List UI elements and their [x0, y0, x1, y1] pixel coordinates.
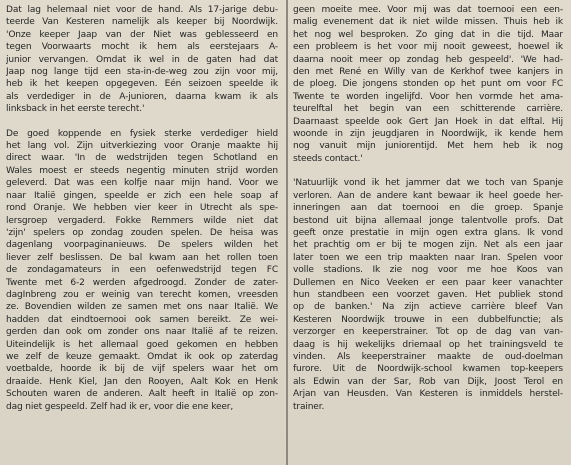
left-text-column	[6, 4, 278, 413]
text-line: voetbalde, hoorde ik bij de vijf spelers waar het om	[6, 364, 278, 375]
text-line: het prachtig om er bij te mogen zijn. Net als een jaar	[293, 240, 563, 251]
text-line: geeft onze prestatie in mijn ogen extra glans. Ik vond	[293, 227, 563, 238]
text-line: het lang vol. Zijn uitverkiezing voor Oranje maakte hij	[6, 141, 278, 152]
text-line: daag is hij wekelijks driemaal op het trainingsveld te	[293, 339, 563, 350]
text-line: gerden dan ook om zonder ons naar Italië af te reizen.	[6, 327, 278, 338]
text-line: teurelftal het begin van een schitterende carrière.	[293, 104, 563, 115]
text-line: de zondagamateurs in een oefenwedstrijd tegen FC	[6, 265, 278, 276]
text-line: naar Italië gingen, speelde er zich een hele soap af	[6, 190, 278, 201]
text-line: rond Oranje. We hebben vier keer in Utrecht als spe-	[6, 203, 278, 214]
text-line: draaide. Henk Kiel, Jan den Rooyen, Aalt Kok en Henk	[6, 376, 278, 387]
text-line: hun standbeen een voorzet gaven. Het publiek stond	[293, 289, 563, 300]
text-line: 'Onze keeper Jaap van der Niet was geblesseerd en	[6, 29, 278, 40]
text-line: dagInbreng zou er weinig van terecht komen, vreesden	[6, 289, 278, 300]
text-line: op de banken.' Na zijn actieve carrière bleef Van	[293, 302, 563, 313]
paragraph	[6, 4, 278, 116]
text-line: teerde Van Kesteren namelijk als keeper bij Noordwijk.	[6, 17, 278, 28]
text-line: geen moeite mee. Voor mij was dat toernooi een een-	[293, 5, 563, 15]
text-line: Twente met 6-2 werden afgedroogd. Zonder de zater-	[6, 277, 278, 288]
text-line: de ploeg. Die jongens stonden op het punt om voor FC	[293, 79, 563, 90]
text-line: lersgroep vergaderd. Fokke Remmers wilde niet dat	[6, 215, 278, 226]
text-line: Arjan van Heusden. Van Kesteren is inmiddels herstel-	[293, 389, 563, 400]
text-line: het nog wel besproken. Zo ging dat in die tijd. Maar	[293, 29, 563, 40]
text-line: Daarnaast speelde ook Gert Jan Hoek in dat elftal. Hij	[293, 116, 563, 127]
text-line: De goed koppende en fysiek sterke verdediger hield	[6, 128, 278, 139]
paragraph	[293, 177, 563, 413]
text-line: later toen we een trip maakten naar Iran. Spelen voor	[293, 252, 563, 263]
text-line: verzorger en keeperstrainer. Tot op de dag van van-	[293, 327, 563, 338]
text-line: heb ik het keepen opgegeven. Eén seizoen speelde ik	[6, 79, 278, 90]
right-text-column	[293, 4, 563, 413]
text-line: bestond uit bijna allemaal jonge talentvolle profs. Dat	[293, 215, 563, 226]
text-line: Wales moest er steeds negentig minuten strijd worden	[6, 165, 278, 176]
paragraph	[293, 4, 563, 165]
text-line: een probleem is het voor mij nooit geweest, hoewel ik	[293, 42, 563, 53]
text-line: Kesteren Noordwijk trouwe in een dubbelfunctie; als	[293, 314, 563, 325]
text-line: den met René en Willy van de Kerkhof twee kanjers in	[293, 67, 563, 78]
text-line: Jaap nog lange tijd een sta-in-de-weg zou zijn voor mij,	[6, 67, 278, 78]
text-line: junior vervangen. Omdat ik wel in de gaten had dat	[6, 54, 278, 65]
text-line: daarna nooit meer op zondag heb gespeeld'. 'We had-	[293, 54, 563, 65]
text-line: geleverd. Dat was een kolfje naar mijn hand. Voor we	[6, 178, 278, 189]
text-line: 'zijn' spelers op zondag zouden spelen. De heisa was	[6, 227, 278, 238]
text-line: malig evenement dat ik niet wilde missen. Thuis heb ik	[293, 17, 563, 28]
text-line: Twente te worden ingelijfd. Voor hen vormde het ama-	[293, 91, 563, 102]
text-line: liever zelf beslissen. De bal kwam aan het rollen toen	[6, 252, 278, 263]
text-line: we zelf de keuze gemaakt. Omdat ik ook op zaterdag	[6, 351, 278, 362]
text-line: trainer.	[293, 401, 325, 412]
text-line: als Edwin van der Sar, Rob van Dijk, Joost Terol en	[293, 376, 563, 387]
text-line: Uiteindelijk is het allemaal goed gekomen en hebben	[6, 339, 278, 350]
text-line: volle stadions. Ik zie nog voor me hoe Koos van	[293, 265, 563, 276]
text-line: steeds contact.'	[293, 153, 363, 164]
column-divider	[286, 0, 288, 465]
text-line: furore. Uit de Noordwijk-school kwamen top-keepers	[293, 364, 563, 375]
text-line: Dat lag helemaal niet voor de hand. Als 17-jarige debu-	[6, 5, 278, 15]
text-line: Dullemen en Nico Veeken er een paar keer vanachter	[293, 277, 563, 288]
text-line: tegen Voorwaarts mocht ik hem als eerstejaars A-	[6, 42, 278, 53]
text-line: direct waar. 'In de wedstrijden tegen Schotland en	[6, 153, 278, 164]
text-line: woonde in zijn jeugdjaren in Noordwijk, ik kende hem	[293, 129, 563, 140]
text-line: Schouten waren de anderen. Aalt heeft in Italië op zon-	[6, 389, 278, 400]
paragraph	[6, 128, 278, 413]
text-line: vinden. Als keeperstrainer maakte de oud-doelman	[293, 351, 563, 362]
text-line: verloren. Aan de andere kant bewaar ik heel goede her-	[293, 190, 563, 201]
text-line: nog vanuit mijn juniorentijd. Met hem heb ik nog	[293, 141, 563, 152]
text-line: 'Natuurlijk vond ik het jammer dat we toch van Spanje	[293, 178, 563, 189]
text-line: dagenlang voorpaginanieuws. De spelers wilden het	[6, 240, 278, 251]
text-line: linksback in het eerste terecht.'	[6, 104, 145, 115]
text-line: dag niet gespeeld. Zelf had ik er, voor die ene keer,	[6, 401, 234, 412]
text-line: als verdediger in de A-junioren, daarna kwam ik als	[6, 91, 278, 102]
text-line: ze. Bovendien wilden ze samen met ons naar Italië. We	[6, 302, 278, 313]
text-line: inneringen aan dat toernooi en die groep. Spanje	[293, 203, 563, 214]
text-line: hadden dat eindtoernooi ook samen bereikt. Ze wei-	[6, 314, 278, 325]
